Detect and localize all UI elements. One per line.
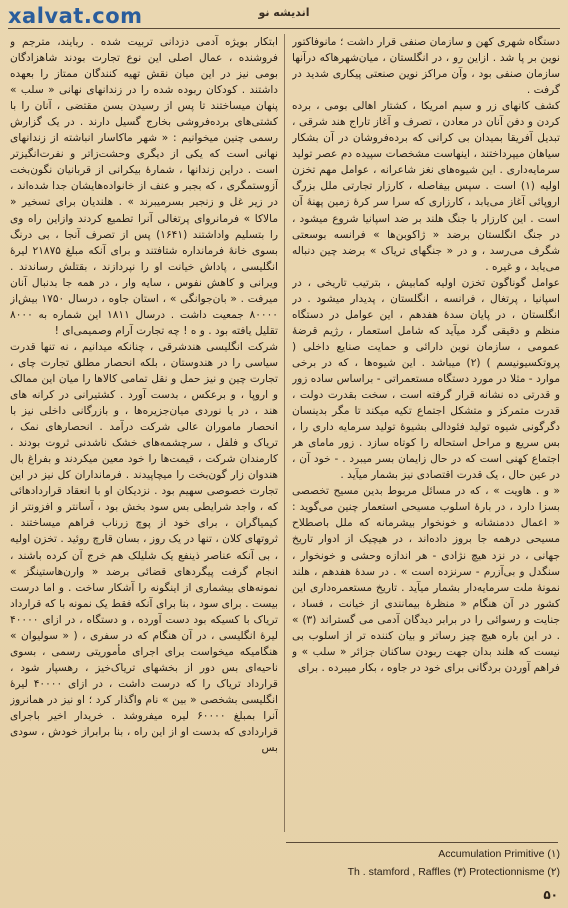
running-head: اندیشه نو — [258, 6, 310, 19]
site-watermark: xalvat.com — [8, 4, 143, 28]
paragraph: عوامل گوناگون تخزن اولیه کمابیش ، بترتیب تاریخی ، در اسپانیا ، پرتغال ، فرانسه ، انگلستان ، پدیدار میشود . در انگلستان ، در پایان سدهٔ هفدهم ، این عوامل در دستگاه منظم و دقیقی گرد میآید که شامل استعمار ، رژیم قرضهٔ عمومی ، سازمان نوین دارائی و حمایت صنایع داخلی ( پروتکسیونیسم ) (۲) میباشد . این شیوه‌ها ، که در برخی موارد - مثلا در مورد دستگاه مستعمراتی - براساس ساده زور و قدرتی ده نشانه قرار گرفته است ، سخت بقدرت دولت ، قدرت متمرکز و متشکل اجتماع تکیه میکند تا مگر بدینسان دگرگونی شیوه تولید فئودالی بشیوهٔ تولید سرمایه داری را ، بس سریع و مراحل استحاله را کوتاه سازد . زور مامای هر اجتماع کهنی است که در حال زایمان بسر میبرد . - خود آن ، در عین حال ، یک قدرت اقتصادی نیز بشمار میآید . — [292, 276, 560, 482]
footnote-rule — [286, 842, 558, 843]
text-column-right — [292, 34, 560, 832]
column-divider — [284, 34, 285, 832]
paragraph: شرکت انگلیسی هندشرقی ، چنانکه میدانیم ، نه تنها قدرت سیاسی را در هندوستان ، بلکه انحصار مطلق تجارت چای ، تجارت چین و نیز حمل و نقل تمامی کالاها را میان این ممالک و اروپا ، و برعکس ، بدست آورد . کشتیرانی در کرانه های هند ، در یا نوردی میان‌جزیره‌ها ، و بازرگانی داخلی نیز با انحصار ماموران عالی شرکت درآمد . انحصارهای نمک ، تریاک و فلفل ، سرچشمه‌های خشک ناشدنی ثروت بودند . کارمندان شرکت ، قیمت‌ها را خود معین میکردند و بفراغ بال هندوان زار گون‌بخت را میچاپیدند . فرمانداران کل نیز در این تجارت خصوصی سهیم بود . نزدیکان او با انعقاد قراردادهائی که ، واجد شرایطی بس سود بخش بود ، آسانتر و افزونتر از کیمیاگران ، برای خود از پوچ زرناب فراهم میساختند . ثروتهای کلان ، تنها در یک روز ، بسان قارچ روئید . تخزن اولیه ، بی آنکه عناصر ذینفع یک شلیلک هم خرج آن کرده باشند ، انجام گرفت پیگردهای قضائی برضد « وارن‌هاستینگز » نمونه‌های بیشماری از اینگونه را آشکار ساخت . و اما درست بیست . برای سود ، بنا برای آنکه فقط یک نمونه با که قرارداد تریاک با کسیکه بود دست آورده ، و دستگاه ، در ازای ۴۰۰۰۰ لیرهٔ انگلیسی ، در آن هنگام که در سفری ، ( « سولیوان » هنگامیکه میخواست برای اجرای مأموریتی رسمی ، بسوی ناحیه‌ای بس دور از بخشهای تریاک‌خیز ، رهسپار شود ، قرارداد تریاک را که درست داشت ، در ازای ۴۰۰۰۰ لیرهٔ انگلیسی بشخصی « بین » نام واگذار کرد ؛ او نیز در همانروز آنرا بمبلغ ۶۰۰۰۰ لیره میفروشد . خریدار اخیر باجرای قراردادی که بدست او از این راه ، بنا برابراز خودش ، سودی بس — [10, 340, 278, 755]
footnote-2: Th . stamford , Raffles (۳) Protectionnisme (۲) — [347, 866, 560, 878]
paragraph: کشف کانهای زر و سیم امریکا ، کشتار اهالی بومی ، برده کردن و دفن آنان در معادن ، تصرف و آغاز تاراج هند شرقی ، تبدیل آفریقا بمیدان بی کرانی که برده‌فروشان در آن بشکار سیاهان میپرداختند ، اینهاست مشخصات سپیده دم عصر تولید سرمایه‌داری . این شیوه‌های نغز شاعرانه ، عوامل مهم تخزن اولیه (۱) است . سپس بیفاصله ، کارزار تجارتی ملل بزرگ اروپائی آغاز می‌یابد ، کارزاری که سرا سر کرهٔ زمین پهنهٔ آن است . این کارزار با جنگ هلند بر ضد اسپانیا شروع میشود ، در جنگ انگلستان برضد « ژاکوبن‌ها » فرانسه بوسعتی شگرف می‌رسد ، و در « جنگهای تریاک » برضد چین دنباله می‌یابد ، و غیره . — [292, 100, 560, 273]
paragraph: ابتکار بویژه آدمی دزدانی تربیت شده . ربایند، مترجم و فروشنده ، عمال اصلی این نوع تجارت بودند شاهزادگان بومی نیز در این میان نقش تهیه کنندگان ممتاز را بعهده داشتند . کودکان ربوده شده را در زندانهای نهانی « سلب » پنهان میساختند تا پس از رسیدن بسن مقتضی ، آنان را با کشتی‌های برده‌فروشی بخارج گسیل دارند . در یک گزارش رسمی چنین میخوانیم : « شهر ماکاسار انباشته از زندانهای نهانی است که یکی از دیگری وحشت‌زاتر و نفرت‌انگیزتر است . دراین زندانها ، شمارهٔ بیکرانی از قربانیان نگون‌بخت آزوستمگری ، که بجبر و عنف از خانواده‌هایشان جدا شده‌اند ، در زیر غل و زنجیر بسرمیبرند » . هلندیان برای تسخیر « مالاکا » فرمانروای پرتغالی آنرا تطمیع کردند وازاین راه وی را بتسلیم واداشتند (۱۶۴۱) پس از تصرف آنجا ، بی درنگ بسوی خانهٔ فرمانداره شتافتند و برای آنکه مبلغ ۲۱۸۷۵ لیرهٔ انگلیسی ، پاداش خیانت او را نپردازند ، بقتلش رساندند . ویرانی و کاهش نفوس ، سایه وار ، در همه جا بدنبال آنان میرفت . « بان‌جوانگی » ، استان جاوه ، درسال ۱۷۵۰ بیش‌از ۸۰۰۰۰ جمعیت داشت . درسال ۱۸۱۱ این شماره به ۸۰۰۰ تقلیل یافته بود . و ه ! چه تجارت آرام وصمیمی‌ای ! — [10, 36, 278, 337]
paragraph: دستگاه شهری کهن و سازمان صنفی قرار داشت ؛ مانوفاکتور نوین بر پا شد . ازاین رو ، در انگلستان ، میان‌شهرهاکه درآنها سازمان صنفی بود ، وآن مراکز نوین صنعتی پیکاری شدید در گرفت . — [292, 36, 560, 97]
footnote-1: Accumulation Primitive (۱) — [438, 848, 560, 860]
text-column-left — [10, 34, 278, 832]
header-rule — [8, 28, 560, 29]
page-number: ۵۰ — [543, 888, 558, 902]
paragraph: « و . هاویت » ، که در مسائل مربوط بدین مسیح تخصصی بسزا دارد ، در بارهٔ اسلوب مسیحی استعمار چنین می‌گوید : « اعمال ددمنشانه و خونخوار بیشرمانه که ملل باصطلاح مسیحی درهمه جا بروز داده‌اند ، در هیچیک از ادوار تاریخ جهانی ، در نزد هیچ نژادی - هر اندازه وحشی و خونخوار ، سنگدل و بی‌آزرم - سرنزده است » . در سدهٔ هفدهم ، هلند نمونهٔ ملت سرمایه‌دار بشمار میآید . تاریخ مستعمره‌داری این کشور در آن هنگام « منظرهٔ بیمانندی از خیانت ، فساد ، جنایت و رسوائی را در برابر دیدگان آدمی می گستراند (۳) » . در این باره هیچ چیز رساتر و بیان کننده تر از اسلوب بی نیست که هلند بدان جهت ربودن ساکنان جزائر « سلب » و فراهم آوردن بردگانی برای خود در جاوه ، بکار میبرده . برای — [292, 485, 560, 674]
